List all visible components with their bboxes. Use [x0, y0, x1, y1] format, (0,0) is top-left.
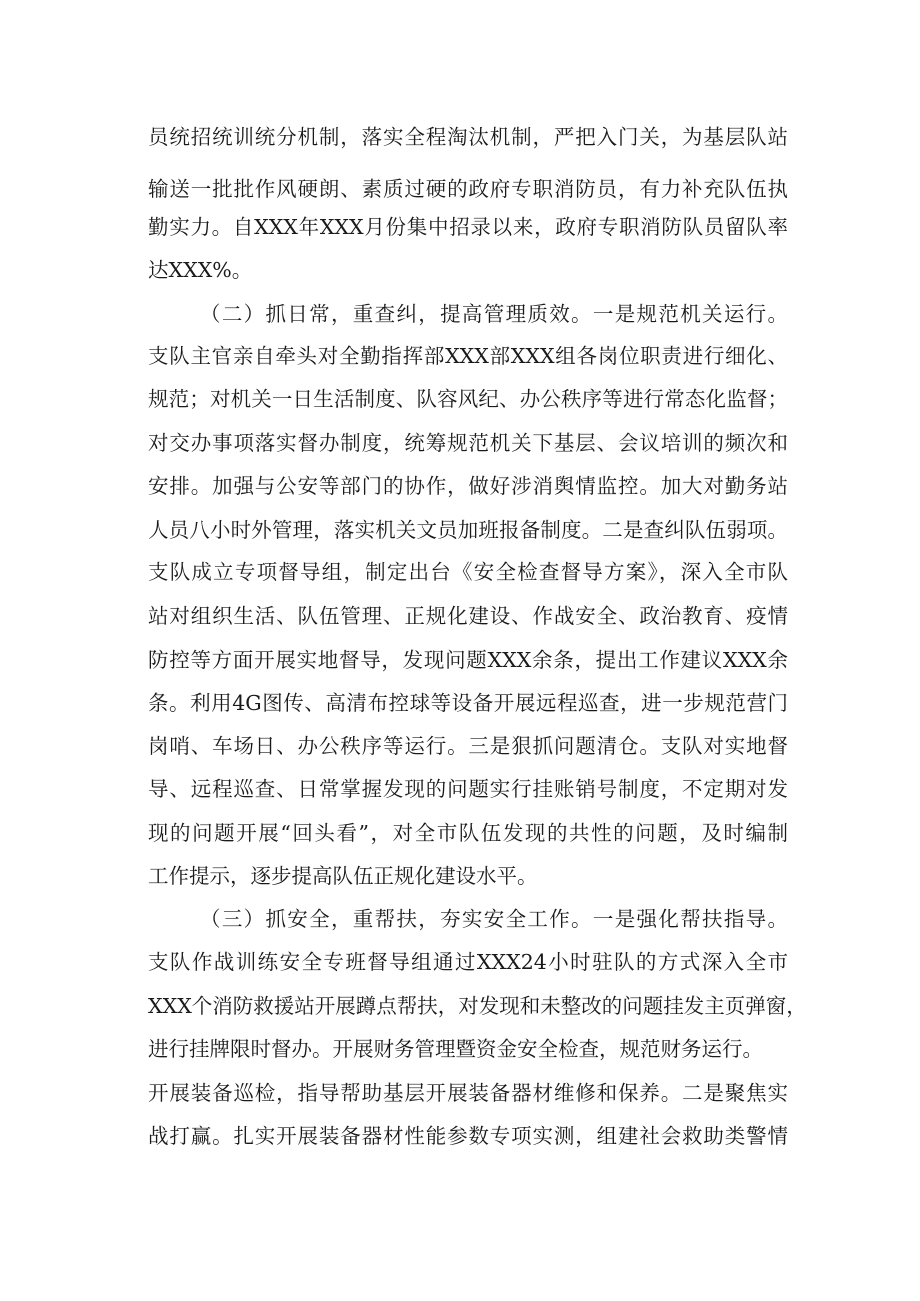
body-text-line: 现的问题开展“回头看”，对全市队伍发现的共性的问题，及时编制	[148, 821, 788, 845]
body-text-line: 站对组织生活、队伍管理、正规化建设、作战安全、政治教育、疫情	[148, 604, 788, 628]
body-text-line: 人员八小时外管理，落实机关文员加班报备制度。二是查纠队伍弱项。	[148, 518, 788, 542]
body-text-line: 战打赢。扎实开展装备器材性能参数专项实测，组建社会救助类警情	[148, 1124, 788, 1148]
body-text-line: 工作提示，逐步提高队伍正规化建设水平。	[148, 864, 538, 888]
body-text-line: 支队成立专项督导组，制定出台《安全检查督导方案》，深入全市队	[148, 560, 788, 584]
body-text-line: 岗哨、车场日、办公秩序等运行。三是狠抓问题清仓。支队对实地督	[148, 734, 788, 758]
body-text-line: 规范；对机关一日生活制度、队容风纪、办公秩序等进行常态化监督；	[148, 387, 788, 411]
body-text-line: 安排。加强与公安等部门的协作，做好涉消舆情监控。加大对勤务站	[148, 474, 788, 498]
body-text-line: 防控等方面开展实地督导，发现问题XXX余条，提出工作建议XXX余	[148, 648, 788, 672]
body-text-line: 勤实力。自XXX年XXX月份集中招录以来，政府专职消防队员留队率	[148, 215, 788, 239]
body-text-line: 进行挂牌限时督办。开展财务管理暨资金安全检查，规范财务运行。	[148, 1037, 763, 1061]
body-text-line: 输送一批批作风硬朗、素质过硬的政府专职消防员，有力补充队伍执	[148, 177, 788, 201]
body-text-line: 条。利用4G图传、高清布控球等设备开展远程巡查，进一步规范营门	[148, 691, 788, 715]
body-text-line: 开展装备巡检，指导帮助基层开展装备器材维修和保养。二是聚焦实	[148, 1081, 788, 1105]
body-text-line: 对交办事项落实督办制度，统筹规范机关下基层、会议培训的频次和	[148, 431, 788, 455]
body-text-line: 支队作战训练安全专班督导组通过XXX24小时驻队的方式深入全市	[148, 950, 788, 974]
section-heading-line: （三）抓安全，重帮扶，夯实安全工作。一是强化帮扶指导。	[200, 907, 788, 931]
body-text-line: XXX个消防救援站开展蹲点帮扶，对发现和未整改的问题挂发主页弹窗，	[148, 994, 807, 1018]
body-text-line: 支队主官亲自牵头对全勤指挥部XXX部XXX组各岗位职责进行细化、	[148, 344, 788, 368]
body-text-line: 达XXX%。	[148, 258, 253, 282]
section-heading-line: （二）抓日常，重查纠，提高管理质效。一是规范机关运行。	[200, 302, 788, 326]
body-text-line: 员统招统训统分机制，落实全程淘汰机制，严把入门关，为基层队站	[148, 125, 788, 149]
body-text-line: 导、远程巡查、日常掌握发现的问题实行挂账销号制度，不定期对发	[148, 777, 788, 801]
